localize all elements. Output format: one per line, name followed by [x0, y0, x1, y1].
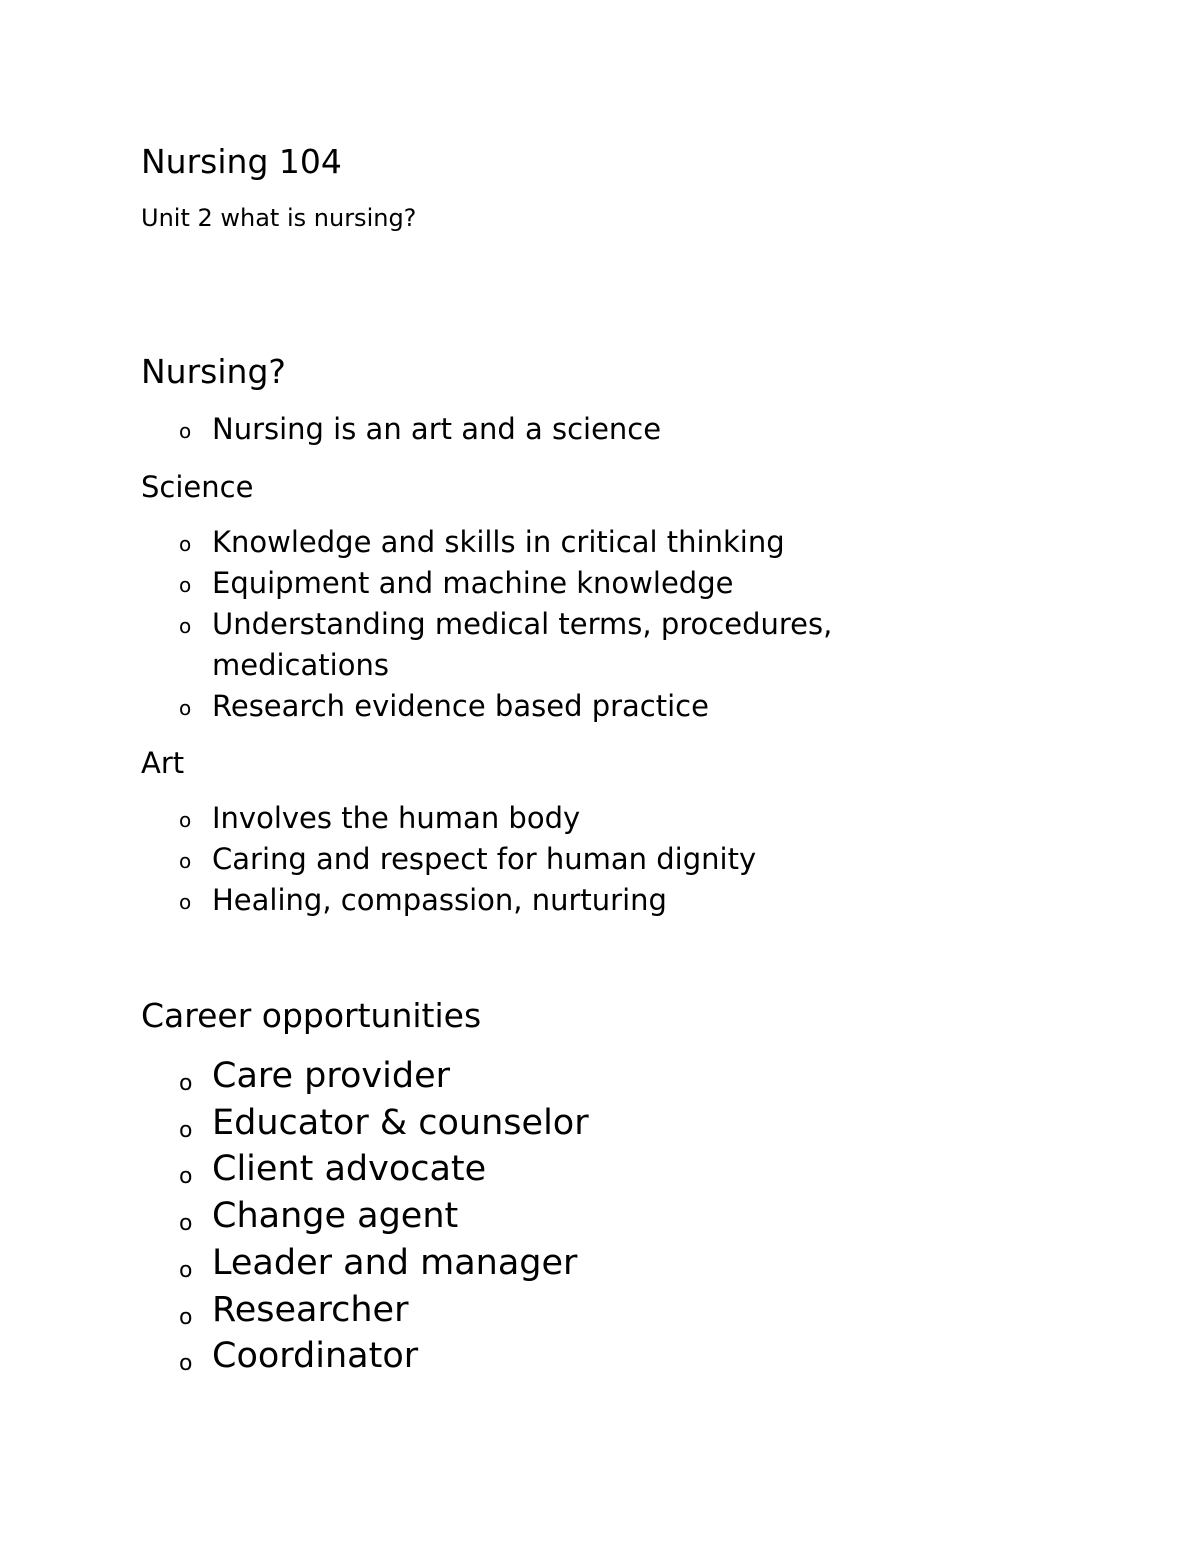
list-item: o Care provider	[212, 1053, 589, 1100]
list-item: o Leader and manager	[212, 1240, 589, 1287]
bullet-marker: o	[179, 1071, 193, 1096]
list-item: o Equipment and machine knowledge	[212, 563, 912, 604]
bullet-marker: o	[179, 1304, 193, 1330]
science-list	[179, 522, 912, 727]
document-title: Nursing 104	[141, 142, 342, 181]
bullet-marker: o	[179, 849, 192, 873]
section-heading-nursing: Nursing?	[141, 352, 286, 391]
bullet-marker: o	[179, 696, 192, 720]
list-item: o Researcher	[212, 1287, 589, 1334]
section-heading-career: Career opportunities	[141, 996, 482, 1035]
list-item: o Caring and respect for human dignity	[212, 839, 756, 880]
list-item: o Change agent	[212, 1193, 589, 1240]
bullet-marker: o	[179, 1211, 193, 1237]
list-item: o Understanding medical terms, procedures, medications	[179, 607, 833, 682]
list-item: o Healing, compassion, nurturing	[212, 880, 756, 921]
list-item: o Research evidence based practice	[212, 686, 912, 727]
bullet-marker: o	[179, 419, 192, 443]
list-item: o Client advocate	[212, 1146, 589, 1193]
list-item: o Nursing is an art and a science	[212, 409, 661, 450]
bullet-marker: o	[179, 1164, 193, 1190]
bullet-marker: o	[179, 614, 192, 638]
career-list	[179, 1053, 589, 1380]
bullet-marker: o	[179, 808, 192, 832]
document-subtitle: Unit 2 what is nursing?	[141, 204, 417, 232]
list-item: o Educator & counselor	[212, 1100, 589, 1147]
bullet-marker: o	[179, 532, 192, 556]
list-item: o Knowledge and skills in critical thinking	[212, 522, 912, 563]
bullet-marker: o	[179, 1257, 193, 1283]
nursing-list	[179, 409, 662, 450]
art-list	[179, 798, 757, 921]
list-item: o Coordinator	[212, 1333, 589, 1380]
section-heading-science: Science	[141, 470, 254, 504]
bullet-marker: o	[179, 1351, 193, 1377]
section-heading-art: Art	[141, 746, 185, 780]
bullet-marker: o	[179, 890, 192, 914]
bullet-marker: o	[179, 1117, 193, 1143]
bullet-marker: o	[179, 573, 192, 597]
list-item: o Involves the human body	[212, 798, 756, 839]
